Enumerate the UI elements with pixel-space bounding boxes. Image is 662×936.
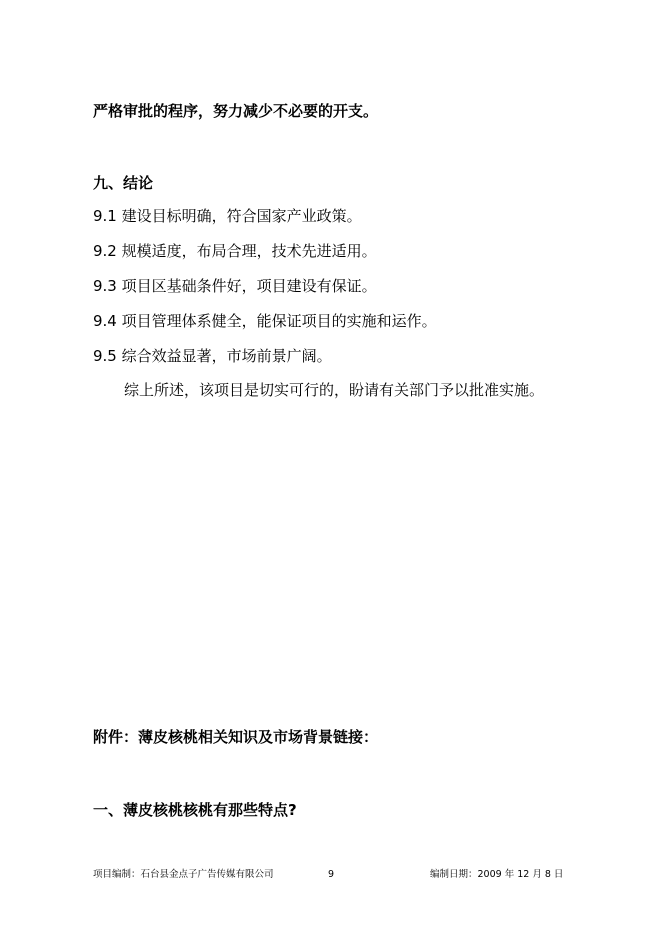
- conclusion-item-4: 9.4 项目管理体系健全，能保证项目的实施和运作。: [93, 312, 437, 330]
- conclusion-summary: 综上所述，该项目是切实可行的，盼请有关部门予以批准实施。: [124, 381, 545, 399]
- section-heading-conclusion: 九、结论: [93, 174, 154, 192]
- appendix-heading: 附件：薄皮核桃相关知识及市场背景链接：: [93, 728, 379, 746]
- intro-line: 严格审批的程序，努力减少不必要的开支。: [93, 102, 379, 120]
- footer-page-number: 9: [328, 869, 335, 880]
- conclusion-item-3: 9.3 项目区基础条件好，项目建设有保证。: [93, 277, 377, 295]
- conclusion-item-1: 9.1 建设目标明确，符合国家产业政策。: [93, 207, 362, 225]
- appendix-subheading: 一、薄皮核桃核桃有那些特点?: [93, 801, 297, 819]
- conclusion-item-5: 9.5 综合效益显著，市场前景广阔。: [93, 347, 332, 365]
- conclusion-item-2: 9.2 规模适度，布局合理，技术先进适用。: [93, 242, 377, 260]
- footer-compiler: 项目编制：石台县金点子广告传媒有限公司: [93, 869, 274, 880]
- footer-date: 编制日期：2009 年 12 月 8 日: [430, 869, 564, 880]
